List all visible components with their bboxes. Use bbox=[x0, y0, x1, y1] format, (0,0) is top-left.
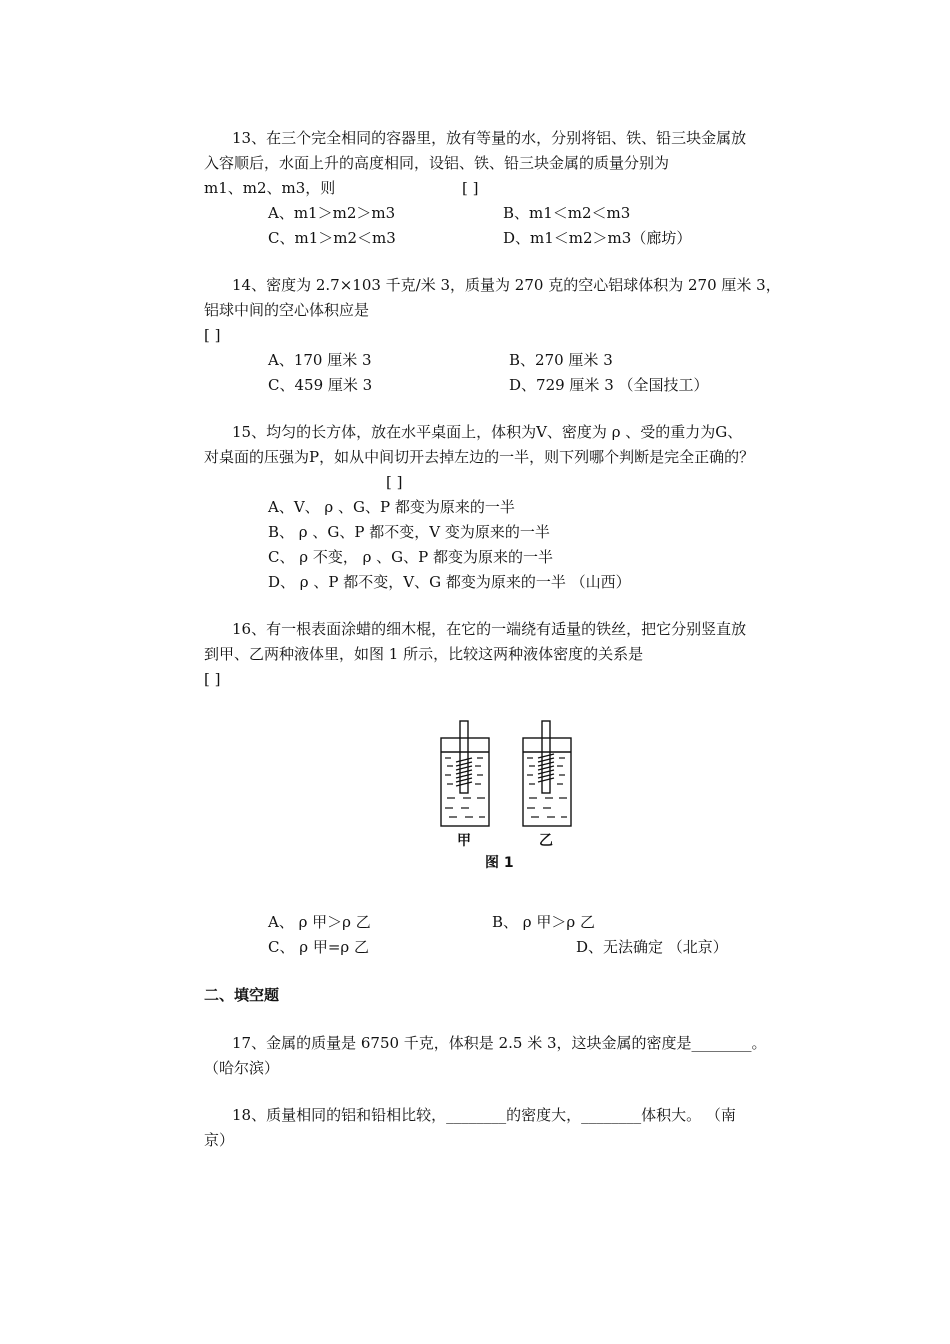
q14-line-2: 铝球中间的空心体积应是 bbox=[204, 301, 370, 319]
figure-1 bbox=[435, 718, 575, 871]
q14-line-1: 14、密度为 2.7×103 千克/米 3，质量为 270 克的空心铝球体积为 270 厘米 3， bbox=[232, 276, 781, 294]
wire-coils bbox=[456, 754, 554, 786]
q16-option-a: A、 ρ 甲＞ρ 乙 bbox=[268, 913, 371, 931]
q18-line-2: 京） bbox=[204, 1131, 235, 1149]
q14-option-b: B、270 厘米 3 bbox=[509, 351, 613, 369]
q15-line-2: 对桌面的压强为P，如从中间切开去掉左边的一半，则下列哪个判断是完全正确的？ bbox=[204, 448, 755, 466]
rod-left bbox=[460, 721, 468, 793]
figure-label-jia: 甲 bbox=[457, 833, 471, 849]
q17-line-2: （哈尔滨） bbox=[204, 1059, 280, 1077]
q13-line-1: 13、在三个完全相同的容器里，放有等量的水，分别将铝、铁、铅三块金属放 bbox=[232, 129, 747, 147]
q15-line-1: 15、均匀的长方体，放在水平桌面上，体积为V、密度为 ρ 、受的重力为G、 bbox=[232, 423, 743, 441]
q13-option-a: A、m1＞m2＞m3 bbox=[268, 204, 396, 222]
q13-answer-bracket: [ ] bbox=[462, 179, 479, 197]
q16-line-1: 16、有一根表面涂蜡的细木棍，在它的一端绕有适量的铁丝，把它分别竖直放 bbox=[232, 620, 747, 638]
q13-line-3: m1、m2、m3，则 bbox=[204, 179, 336, 197]
q15-option-c: C、 ρ 不变， ρ 、G、P 都变为原来的一半 bbox=[268, 548, 554, 566]
figure-caption: 图 1 bbox=[485, 855, 514, 871]
q15-option-d: D、 ρ 、P 都不变，V、G 都变为原来的一半 （山西） bbox=[268, 573, 631, 591]
q17-line-1: 17、金属的质量是 6750 千克，体积是 2.5 米 3，这块金属的密度是________。 bbox=[232, 1034, 767, 1052]
q13-option-c: C、m1＞m2＜m3 bbox=[268, 229, 396, 247]
containers-diagram bbox=[435, 718, 575, 828]
q18-line-1: 18、质量相同的铝和铅相比较，________的密度大，________体积大。 （南 bbox=[232, 1106, 736, 1124]
q16-option-b: B、 ρ 甲＞ρ 乙 bbox=[492, 913, 595, 931]
container-right bbox=[523, 738, 571, 826]
q13-option-b: B、m1＜m2＜m3 bbox=[503, 204, 631, 222]
q15-answer-bracket: [ ] bbox=[386, 473, 403, 491]
q16-answer-bracket: [ ] bbox=[204, 670, 221, 688]
container-left bbox=[441, 738, 489, 826]
q16-line-2: 到甲、乙两种液体里，如图 1 所示，比较这两种液体密度的关系是 bbox=[204, 645, 644, 663]
q15-option-b: B、 ρ 、G、P 都不变，V 变为原来的一半 bbox=[268, 523, 550, 541]
q15-option-a: A、V、 ρ 、G、P 都变为原来的一半 bbox=[268, 498, 515, 516]
q13-option-d: D、m1＜m2＞m3（廊坊） bbox=[503, 229, 692, 247]
q14-answer-bracket: [ ] bbox=[204, 326, 221, 344]
q14-option-d: D、729 厘米 3 （全国技工） bbox=[509, 376, 709, 394]
q16-option-c: C、 ρ 甲=ρ 乙 bbox=[268, 938, 369, 956]
q14-option-a: A、170 厘米 3 bbox=[268, 351, 372, 369]
figure-label-yi: 乙 bbox=[539, 833, 553, 849]
section-title-fill-in: 二、填空题 bbox=[204, 986, 280, 1004]
q13-line-2: 入容顺后，水面上升的高度相同，设铝、铁、铅三块金属的质量分别为 bbox=[204, 154, 670, 172]
q16-option-d: D、无法确定 （北京） bbox=[576, 938, 728, 956]
q14-option-c: C、459 厘米 3 bbox=[268, 376, 373, 394]
